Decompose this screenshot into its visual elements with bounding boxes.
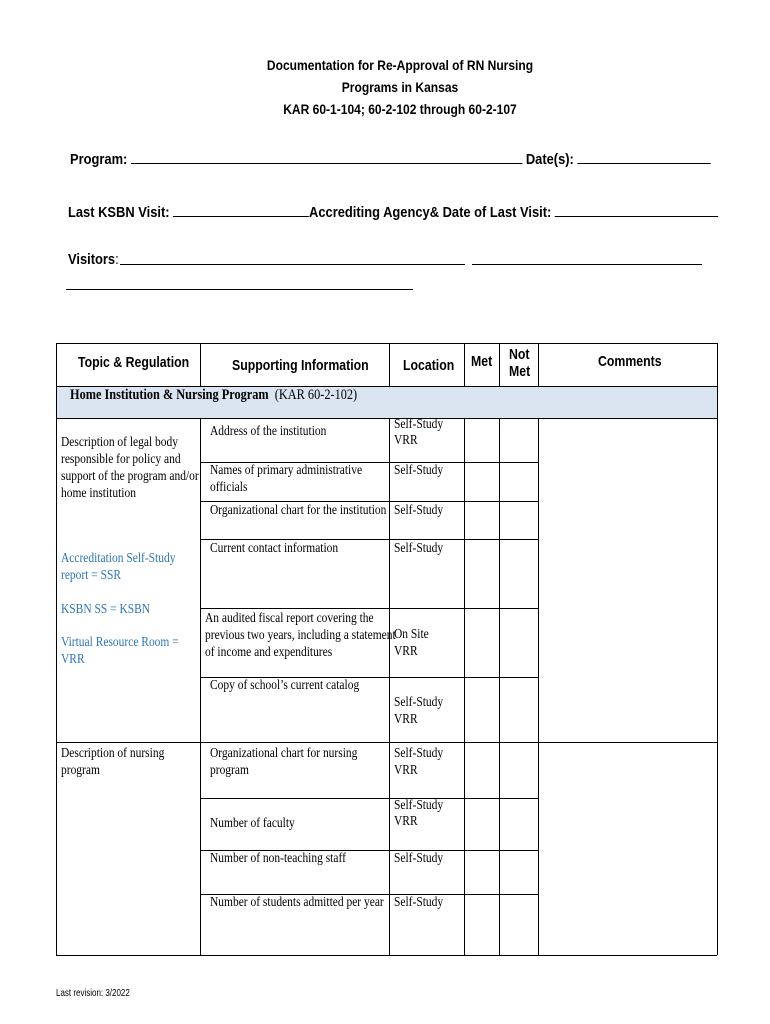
legend-vrr: Virtual Resource Room = VRR <box>61 635 179 667</box>
last-visit-field[interactable] <box>173 203 309 217</box>
last-visit-label: Last KSBN Visit: <box>68 204 170 221</box>
info-contact: Current contact information <box>210 541 339 556</box>
header-not-met: Not Met <box>509 346 531 380</box>
accrediting-label: Accrediting Agency& Date of Last Visit: <box>309 204 552 221</box>
visitors-label: Visitors <box>68 251 116 268</box>
info-students-admitted: Number of students admitted per year <box>210 895 384 910</box>
loc-address: Self-Study VRR <box>394 417 444 448</box>
loc-contact: Self-Study <box>394 541 444 556</box>
header-comments: Comments <box>598 353 662 370</box>
visitors-line: Visitors: <box>68 251 119 268</box>
loc-officials: Self-Study <box>394 463 444 478</box>
info-officials: Names of primary administrative officials <box>210 463 363 495</box>
title-line-2: Programs in Kansas <box>341 79 459 95</box>
document-title <box>56 54 744 120</box>
legend-ksbn: KSBN SS = KSBN <box>61 602 151 617</box>
info-catalog: Copy of school’s current catalog <box>210 678 360 693</box>
topic-legal-body: Description of legal body responsible for policy and support of the program and/or home institution <box>61 435 199 501</box>
info-non-teaching: Number of non-teaching staff <box>210 851 346 866</box>
header-location: Location <box>403 357 455 374</box>
section-title: Home Institution & Nursing Program (KAR 60-2-102) <box>70 387 358 403</box>
loc-students-admitted: Self-Study <box>394 895 444 910</box>
program-line <box>70 150 711 168</box>
loc-non-teaching: Self-Study <box>394 851 444 866</box>
loc-org-chart-institution: Self-Study <box>394 503 444 518</box>
visitors-field-1[interactable] <box>120 264 465 265</box>
header-topic: Topic & Regulation <box>78 354 190 371</box>
last-visit-line <box>68 203 718 221</box>
legend-ssr: Accreditation Self-Study report = SSR <box>61 551 176 583</box>
program-field[interactable] <box>131 150 522 164</box>
accrediting-field[interactable] <box>555 203 718 217</box>
dates-field[interactable] <box>577 150 710 164</box>
dates-label: Date(s): <box>525 151 574 168</box>
info-fiscal-report: An audited fiscal report covering the previous two years, including a statement of income and expenditures <box>205 611 396 660</box>
info-org-chart-institution: Organizational chart for the institution <box>210 503 387 518</box>
info-faculty: Number of faculty <box>210 816 295 831</box>
title-line-1: Documentation for Re-Approval of RN Nursing <box>266 57 534 73</box>
header-met: Met <box>471 353 493 370</box>
loc-faculty: Self-Study VRR <box>394 798 444 829</box>
info-address: Address of the institution <box>210 424 327 439</box>
loc-catalog: Self-Study VRR <box>394 695 444 727</box>
loc-org-chart-nursing: Self-Study VRR <box>394 746 444 778</box>
footer-revision: Last revision: 3/2022 <box>56 988 130 999</box>
visitors-field-3[interactable] <box>66 289 413 290</box>
info-org-chart-nursing: Organizational chart for nursing program <box>210 746 358 778</box>
title-line-3: KAR 60-1-104; 60-2-102 through 60-2-107 <box>283 101 517 117</box>
topic-nursing-program: Description of nursing program <box>61 746 165 778</box>
visitors-field-2[interactable] <box>472 264 702 265</box>
header-supporting: Supporting Information <box>232 357 369 374</box>
program-label: Program: <box>70 151 128 168</box>
loc-fiscal-report: On Site VRR <box>394 627 429 659</box>
